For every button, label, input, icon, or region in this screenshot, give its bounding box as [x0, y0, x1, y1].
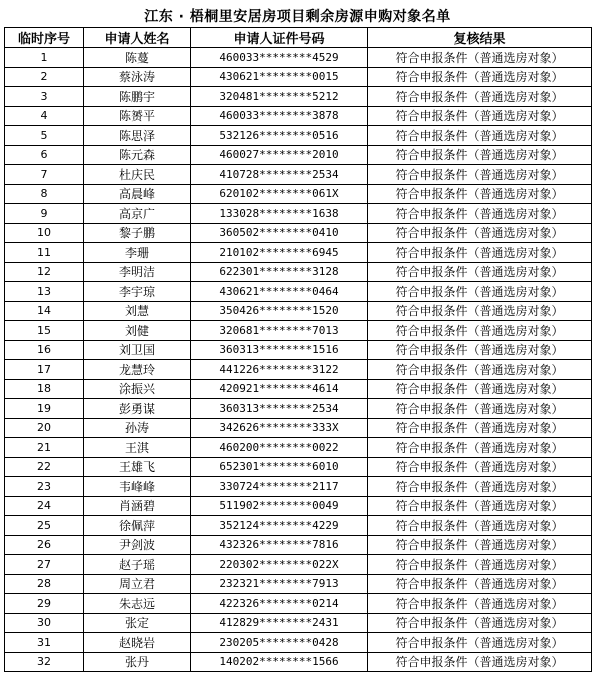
column-header-id-number: 申请人证件号码 — [191, 28, 368, 48]
column-header-name: 申请人姓名 — [84, 28, 191, 48]
row-id-number-cell: 460033********3878 — [191, 106, 368, 126]
row-serial-cell: 13 — [5, 282, 84, 302]
row-serial-cell: 1 — [5, 48, 84, 68]
row-id-number-cell: 432326********7816 — [191, 535, 368, 555]
applicant-table — [4, 27, 592, 672]
row-id-number-cell: 532126********0516 — [191, 126, 368, 146]
table-row — [5, 360, 592, 380]
header-row — [5, 28, 592, 48]
row-name-cell: 高京广 — [84, 204, 191, 224]
row-serial-cell: 12 — [5, 262, 84, 282]
row-id-number-cell: 460033********4529 — [191, 48, 368, 68]
row-review-result-cell: 符合申报条件（普通选房对象） — [368, 574, 592, 594]
row-name-cell: 徐佩萍 — [84, 516, 191, 536]
row-serial-cell: 4 — [5, 106, 84, 126]
row-review-result-cell: 符合申报条件（普通选房对象） — [368, 438, 592, 458]
row-review-result-cell: 符合申报条件（普通选房对象） — [368, 48, 592, 68]
row-name-cell: 陈元森 — [84, 145, 191, 165]
row-name-cell: 赵晓岩 — [84, 633, 191, 653]
row-id-number-cell: 511902********0049 — [191, 496, 368, 516]
table-row — [5, 594, 592, 614]
row-serial-cell: 28 — [5, 574, 84, 594]
row-serial-cell: 32 — [5, 652, 84, 672]
row-name-cell: 李宇琼 — [84, 282, 191, 302]
row-review-result-cell: 符合申报条件（普通选房对象） — [368, 262, 592, 282]
row-name-cell: 黎子鹏 — [84, 223, 191, 243]
row-serial-cell: 18 — [5, 379, 84, 399]
row-review-result-cell: 符合申报条件（普通选房对象） — [368, 360, 592, 380]
row-id-number-cell: 230205********0428 — [191, 633, 368, 653]
table-row — [5, 496, 592, 516]
row-name-cell: 陈蔓 — [84, 48, 191, 68]
table-row — [5, 87, 592, 107]
row-id-number-cell: 330724********2117 — [191, 477, 368, 497]
table-row — [5, 67, 592, 87]
table-header — [5, 28, 592, 48]
column-header-serial: 临时序号 — [5, 28, 84, 48]
table-row — [5, 48, 592, 68]
row-id-number-cell: 133028********1638 — [191, 204, 368, 224]
page-title: 江东 · 梧桐里安居房项目剩余房源申购对象名单 — [144, 9, 451, 25]
table-row — [5, 438, 592, 458]
row-review-result-cell: 符合申报条件（普通选房对象） — [368, 418, 592, 438]
table-row — [5, 321, 592, 341]
row-review-result-cell: 符合申报条件（普通选房对象） — [368, 301, 592, 321]
row-id-number-cell: 320481********5212 — [191, 87, 368, 107]
row-name-cell: 周立君 — [84, 574, 191, 594]
table-row — [5, 243, 592, 263]
table-row — [5, 126, 592, 146]
row-serial-cell: 8 — [5, 184, 84, 204]
table-row — [5, 633, 592, 653]
table-row — [5, 106, 592, 126]
row-serial-cell: 20 — [5, 418, 84, 438]
row-id-number-cell: 441226********3122 — [191, 360, 368, 380]
row-name-cell: 陈鹏宇 — [84, 87, 191, 107]
row-id-number-cell: 622301********3128 — [191, 262, 368, 282]
row-name-cell: 王雄飞 — [84, 457, 191, 477]
row-serial-cell: 15 — [5, 321, 84, 341]
row-name-cell: 朱志远 — [84, 594, 191, 614]
row-name-cell: 陈思泽 — [84, 126, 191, 146]
row-serial-cell: 31 — [5, 633, 84, 653]
row-id-number-cell: 410728********2534 — [191, 165, 368, 185]
row-serial-cell: 11 — [5, 243, 84, 263]
table-row — [5, 340, 592, 360]
row-name-cell: 李珊 — [84, 243, 191, 263]
row-id-number-cell: 360502********0410 — [191, 223, 368, 243]
row-name-cell: 蔡泳涛 — [84, 67, 191, 87]
row-id-number-cell: 422326********0214 — [191, 594, 368, 614]
row-name-cell: 陈赟平 — [84, 106, 191, 126]
row-name-cell: 刘慧 — [84, 301, 191, 321]
row-review-result-cell: 符合申报条件（普通选房对象） — [368, 613, 592, 633]
table-row — [5, 379, 592, 399]
row-review-result-cell: 符合申报条件（普通选房对象） — [368, 379, 592, 399]
row-serial-cell: 22 — [5, 457, 84, 477]
row-serial-cell: 2 — [5, 67, 84, 87]
row-review-result-cell: 符合申报条件（普通选房对象） — [368, 457, 592, 477]
table-row — [5, 399, 592, 419]
row-serial-cell: 25 — [5, 516, 84, 536]
row-serial-cell: 21 — [5, 438, 84, 458]
row-review-result-cell: 符合申报条件（普通选房对象） — [368, 87, 592, 107]
row-review-result-cell: 符合申报条件（普通选房对象） — [368, 594, 592, 614]
row-id-number-cell: 320681********7013 — [191, 321, 368, 341]
row-review-result-cell: 符合申报条件（普通选房对象） — [368, 243, 592, 263]
row-serial-cell: 30 — [5, 613, 84, 633]
row-serial-cell: 23 — [5, 477, 84, 497]
row-id-number-cell: 412829********2431 — [191, 613, 368, 633]
table-row — [5, 282, 592, 302]
table-row — [5, 262, 592, 282]
table-row — [5, 652, 592, 672]
table-row — [5, 516, 592, 536]
row-id-number-cell: 352124********4229 — [191, 516, 368, 536]
row-name-cell: 张丹 — [84, 652, 191, 672]
row-id-number-cell: 220302********022X — [191, 555, 368, 575]
row-serial-cell: 27 — [5, 555, 84, 575]
table-row — [5, 535, 592, 555]
row-name-cell: 赵子瑶 — [84, 555, 191, 575]
row-serial-cell: 19 — [5, 399, 84, 419]
row-serial-cell: 7 — [5, 165, 84, 185]
row-review-result-cell: 符合申报条件（普通选房对象） — [368, 145, 592, 165]
row-name-cell: 刘卫国 — [84, 340, 191, 360]
row-serial-cell: 29 — [5, 594, 84, 614]
row-review-result-cell: 符合申报条件（普通选房对象） — [368, 496, 592, 516]
row-name-cell: 刘健 — [84, 321, 191, 341]
row-review-result-cell: 符合申报条件（普通选房对象） — [368, 165, 592, 185]
row-review-result-cell: 符合申报条件（普通选房对象） — [368, 106, 592, 126]
row-review-result-cell: 符合申报条件（普通选房对象） — [368, 399, 592, 419]
row-serial-cell: 6 — [5, 145, 84, 165]
row-id-number-cell: 460027********2010 — [191, 145, 368, 165]
row-id-number-cell: 342626********333X — [191, 418, 368, 438]
row-review-result-cell: 符合申报条件（普通选房对象） — [368, 223, 592, 243]
row-serial-cell: 3 — [5, 87, 84, 107]
row-id-number-cell: 360313********1516 — [191, 340, 368, 360]
row-review-result-cell: 符合申报条件（普通选房对象） — [368, 204, 592, 224]
row-id-number-cell: 420921********4614 — [191, 379, 368, 399]
row-review-result-cell: 符合申报条件（普通选房对象） — [368, 652, 592, 672]
row-serial-cell: 16 — [5, 340, 84, 360]
row-review-result-cell: 符合申报条件（普通选房对象） — [368, 282, 592, 302]
row-id-number-cell: 232321********7913 — [191, 574, 368, 594]
row-name-cell: 尹剑波 — [84, 535, 191, 555]
row-name-cell: 王淇 — [84, 438, 191, 458]
column-header-review-result: 复核结果 — [368, 28, 592, 48]
row-name-cell: 张定 — [84, 613, 191, 633]
row-id-number-cell: 210102********6945 — [191, 243, 368, 263]
table-row — [5, 457, 592, 477]
row-serial-cell: 9 — [5, 204, 84, 224]
row-review-result-cell: 符合申报条件（普通选房对象） — [368, 477, 592, 497]
table-row — [5, 555, 592, 575]
row-serial-cell: 26 — [5, 535, 84, 555]
table-row — [5, 145, 592, 165]
row-name-cell: 涂振兴 — [84, 379, 191, 399]
table-row — [5, 204, 592, 224]
table-body — [5, 48, 592, 672]
row-name-cell: 高晨峰 — [84, 184, 191, 204]
row-serial-cell: 10 — [5, 223, 84, 243]
row-serial-cell: 17 — [5, 360, 84, 380]
row-id-number-cell: 652301********6010 — [191, 457, 368, 477]
row-id-number-cell: 460200********0022 — [191, 438, 368, 458]
row-serial-cell: 5 — [5, 126, 84, 146]
row-name-cell: 肖涵碧 — [84, 496, 191, 516]
row-id-number-cell: 430621********0464 — [191, 282, 368, 302]
table-row — [5, 184, 592, 204]
row-name-cell: 彭勇谋 — [84, 399, 191, 419]
table-row — [5, 223, 592, 243]
row-id-number-cell: 620102********061X — [191, 184, 368, 204]
row-serial-cell: 24 — [5, 496, 84, 516]
table-row — [5, 613, 592, 633]
row-name-cell: 李明洁 — [84, 262, 191, 282]
row-review-result-cell: 符合申报条件（普通选房对象） — [368, 321, 592, 341]
row-name-cell: 孙涛 — [84, 418, 191, 438]
row-name-cell: 杜庆民 — [84, 165, 191, 185]
row-id-number-cell: 140202********1566 — [191, 652, 368, 672]
row-review-result-cell: 符合申报条件（普通选房对象） — [368, 555, 592, 575]
row-id-number-cell: 360313********2534 — [191, 399, 368, 419]
row-review-result-cell: 符合申报条件（普通选房对象） — [368, 126, 592, 146]
row-review-result-cell: 符合申报条件（普通选房对象） — [368, 535, 592, 555]
table-row — [5, 418, 592, 438]
row-name-cell: 龙慧玲 — [84, 360, 191, 380]
row-review-result-cell: 符合申报条件（普通选房对象） — [368, 516, 592, 536]
row-serial-cell: 14 — [5, 301, 84, 321]
table-row — [5, 477, 592, 497]
row-review-result-cell: 符合申报条件（普通选房对象） — [368, 633, 592, 653]
row-id-number-cell: 350426********1520 — [191, 301, 368, 321]
row-review-result-cell: 符合申报条件（普通选房对象） — [368, 340, 592, 360]
row-id-number-cell: 430621********0015 — [191, 67, 368, 87]
document-sheet — [4, 8, 591, 672]
row-name-cell: 韦峰峰 — [84, 477, 191, 497]
row-review-result-cell: 符合申报条件（普通选房对象） — [368, 67, 592, 87]
row-review-result-cell: 符合申报条件（普通选房对象） — [368, 184, 592, 204]
table-row — [5, 574, 592, 594]
table-row — [5, 165, 592, 185]
table-row — [5, 301, 592, 321]
